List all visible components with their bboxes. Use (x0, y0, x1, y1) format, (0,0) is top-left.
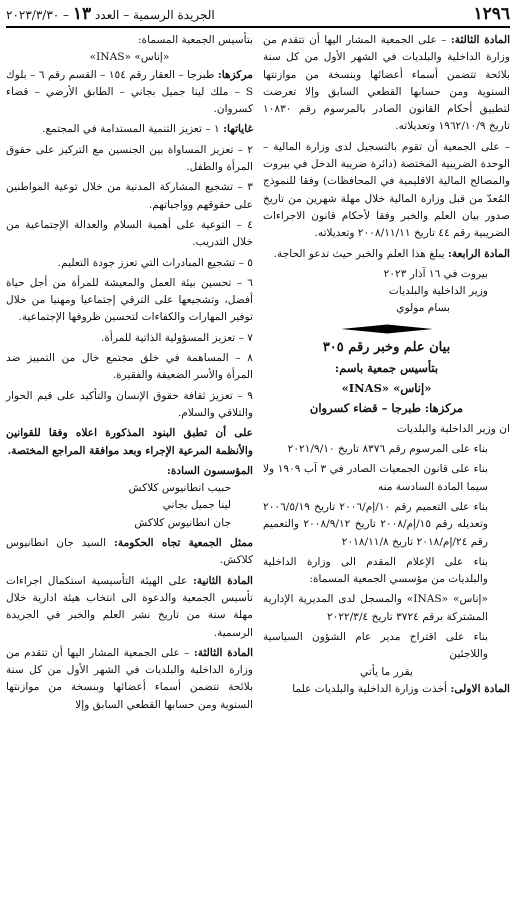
article-three-label: المادة الثالثة: (450, 34, 511, 46)
association-name-left: «إناس» «INAS» (89, 51, 170, 64)
article-four-label: المادة الرابعة: (447, 247, 510, 260)
notification-reference: بناء على الإعلام المقدم الى وزارة الداخلية والبلديات من مؤسسي الجمعية المسماة: (263, 555, 488, 586)
article-three-paragraph: المادة الثالثة: – على الجمعية المشار اليها أن تتقدم من وزارة الداخلية والبلديات في الشهر الأول من كل سنة بلائحة تتضمن أسماء أعضائها وبنسخة من موازنتها السنوية ومن حسابها القطعي السابق وإلا تعرضت لتطبيق أحكام القانون الصادر بالمرسوم رقم ١٠٨٣٠ تاريخ ١٩٦٢/١٠/٩ وتعديلاته. (263, 34, 511, 133)
article-three-left-label: المادة الثالثة: (193, 646, 254, 659)
section-divider-ornament (341, 324, 433, 334)
decree-reference: بناء على المرسوم رقم ٨٣٧٦ تاريخ ٢٠٢١/٩/١٠ (287, 443, 488, 456)
compliance-clause: على أن تطبق البنود المذكورة اعلاه وفقا للقوانين والأنظمة المرعية الإجراء وبعد موافقة المراجع المختصة. (6, 427, 253, 457)
issue-date: – ٢٠٢٣/٣/٣٠ (6, 8, 70, 22)
goal-1: غاياتها: ١ – تعزيز التنمية المستدامة في المجتمع. (42, 123, 253, 136)
issue-number: ١٣ (72, 4, 92, 24)
association-headquarters: مركزها: طبرجا – قضاء كسروان (309, 400, 464, 415)
goal-4: ٤ – التوعية على أهمية السلام والعدالة الإجتماعية من خلال التدريب. (6, 218, 253, 249)
registration-reference: «إناس» «INAS» والمسجل لدى المديرية الإدارية المشتركة برقم ٣٧٢٤ تاريخ ٢٠٢٢/٣/٤ (263, 593, 488, 623)
headquarters-label: مركزها: (217, 68, 253, 81)
article-two-paragraph: المادة الثانية: على الهيئة التأسيسية استكمال اجراءات تأسيس الجمعية والدعوة الى انتخاب هيئة ادارية خلال مهلة سنة من تاريخ نشر العلم والخبر في الجريدة الرسمية. (6, 574, 253, 639)
goal-6: ٦ – تحسين بيئة العمل والمعيشة للمرأة من أجل حياة أفضل، وتشجيعها على الترقي إجتماعيا ومهنيا من خلال توفير المهارات والكفاءات لتحسين ظروفها الإجتماعية. (6, 276, 253, 324)
tax-registration-paragraph: – على الجمعية أن تقوم بالتسجيل لدى وزارة المالية – الوحدة الضريبية المختصة (دائرة ضريبة الدخل في بيروت والمصالح المالية الاقليمية في المحافظات) وفقا للنموذج المُعدّ من قبل وزارة المالية خلال مهلة شهرين من تاريخ صدور بيان العلم والخبر وفقا لأحكام قانون الاجراءات الضريبية رقم ٤٤ تاريخ ٢٠٠٨/١١/١١ وتعديلاته. (263, 140, 510, 240)
signature-date: بيروت في ١٦ آذار ٢٠٢٣ (383, 267, 488, 280)
association-name: «إناس» «INAS» (341, 380, 432, 395)
founder-1: حبيب انطانيوس كلاكش (128, 482, 231, 495)
goal-7: ٧ – تعزيز المسؤولية الذاتية للمرأة. (100, 331, 253, 344)
page-number: ١٢٩٦ (473, 4, 510, 24)
goal-9: ٩ – تعزيز ثقافة حقوق الإنسان والتأكيد على قيم الحوار والتلاقي والسلام. (6, 389, 253, 419)
left-column (6, 32, 253, 714)
goals-label: غاياتها: (223, 123, 253, 136)
founder-3: جان انطانيوس كلاكش (134, 516, 231, 529)
goal-8: ٨ – المساهمة في خلق مجتمع خال من التمييز ضد المرأة والأسر الضعيفة والفقيرة. (6, 352, 253, 382)
article-one-paragraph: المادة الاولى: أخذت وزارة الداخلية والبلديات علما (292, 682, 510, 695)
article-four-paragraph: المادة الرابعة: يبلغ هذا العلم والخبر حيث تدعو الحاجة. (273, 247, 510, 260)
association-intro: بتأسيس الجمعية المسماة: (137, 34, 253, 46)
minister-name: بسام مولوي (396, 302, 450, 315)
notice-subtitle: بتأسيس جمعية باسم: (334, 360, 439, 375)
right-column (263, 32, 510, 714)
notice-title: بيان علم وخبر رقم ٣٠٥ (322, 339, 451, 355)
minister-title: وزير الداخلية والبلديات (388, 285, 488, 298)
gazette-issue-line (6, 4, 215, 25)
page-header (6, 4, 510, 25)
government-representative: ممثل الجمعية تجاه الحكومة: السيد جان انطانيوس كلاكش. (6, 537, 253, 567)
article-three-left-paragraph: المادة الثالثة: – على الجمعية المشار اليها أن تتقدم من وزارة الداخلية والبلديات في الشهر الأول من كل سنة بلائحة تتضمن أسماء أعضائها وبنسخة من موازنتها السنوية ومن حسابها القطعي السابق وإلا (6, 646, 254, 711)
article-one-label: المادة الاولى: (450, 682, 510, 695)
two-column-body (6, 32, 510, 714)
associations-law-reference: بناء على قانون الجمعيات الصادر في ٣ آب ١٩٠٩ ولا سيما المادة السادسة منه (263, 463, 488, 493)
circulars-reference: بناء على التعميم رقم ١٠/إم/٢٠٠٦ تاريخ ٢٠٠٦/٥/١٩ وتعديله رقم ١٥/إم/٢٠٠٨ تاريخ ٢٠٠٨/٩/١٢ والتعميم رقم ٢٤/إم/٢٠١٨ تاريخ ٢٠١٨/١١/٨ (263, 500, 488, 548)
founder-2: لينا جميل بجاني (162, 499, 231, 512)
proposal-reference: بناء على اقتراح مدير عام الشؤون السياسية واللاجئين (263, 631, 488, 661)
goal-5: ٥ – تشجيع المبادرات التي تعزز جودة التعليم. (57, 256, 253, 269)
gazette-name: الجريدة الرسمية – العدد (94, 8, 215, 22)
header-rule (6, 26, 510, 28)
decision-heading: يقرر ما يأتي (360, 665, 413, 678)
founders-label: المؤسسون السادة: (166, 464, 253, 477)
representative-label: ممثل الجمعية تجاه الحكومة: (114, 537, 253, 550)
article-two-label: المادة الثانية: (192, 574, 253, 587)
goal-2: ٢ – تعزيز المساواة بين الجنسين مع التركيز على حقوق المرأة والطفل. (6, 143, 253, 174)
headquarters-paragraph: مركزها: طبرجا – العقار رقم ١٥٤ – القسم رقم ٦ – بلوك S – ملك لينا جميل بجاني – الطابق الأرضي – قضاء كسروان. (6, 68, 253, 116)
minister-intro: ان وزير الداخلية والبلديات (396, 422, 510, 435)
goal-3: ٣ – تشجيع المشاركة المدنية من خلال توعية المواطنين على حقوقهم وواجباتهم. (6, 181, 253, 211)
